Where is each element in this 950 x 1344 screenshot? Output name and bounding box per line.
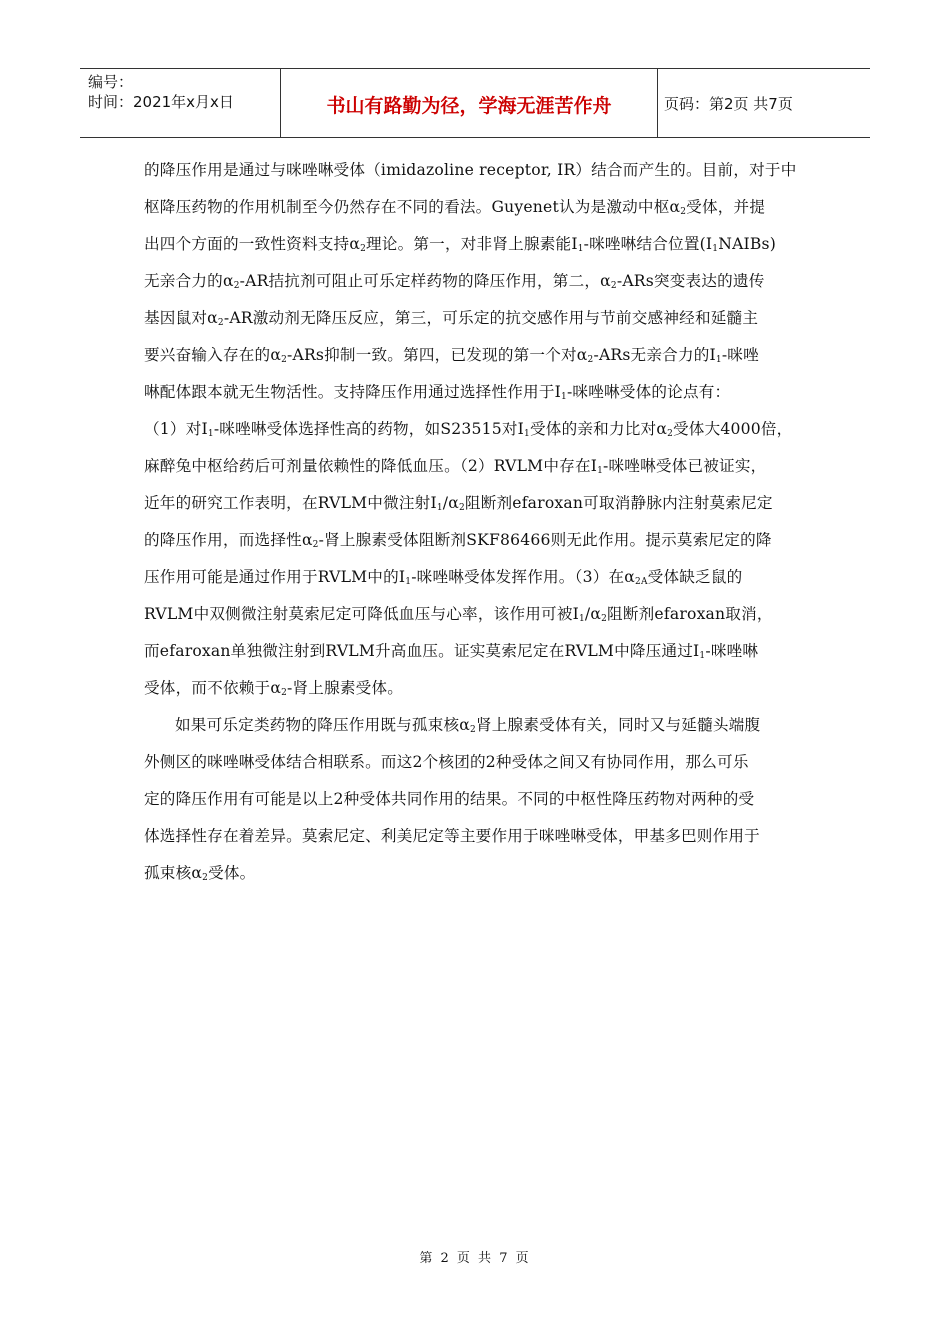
subscript: 2 [587, 355, 594, 365]
header-info-cell [80, 69, 281, 137]
text-run: 出四个方面的一致性资料支持α [144, 235, 361, 253]
text-run: 阻断剂efaroxan取消， [607, 605, 773, 623]
subscript: 1 [712, 244, 719, 254]
text-line [144, 226, 814, 263]
subscript: 2 [470, 725, 476, 735]
text-run: -咪唑啉受体的论点有： [566, 383, 731, 401]
text-run: 枢降压药物的作用机制至今仍然存在不同的看法。Guyenet认为是激动中枢α [144, 198, 681, 216]
subscript: 2 [281, 355, 288, 365]
text-run: /α [442, 494, 459, 512]
header-motto-cell [281, 69, 658, 137]
subscript: 1 [207, 429, 214, 439]
text-line [144, 596, 814, 633]
subscript: 2 [458, 503, 465, 513]
subscript: 2 [680, 207, 687, 217]
text-run: -咪唑啉结合位置(I [583, 235, 713, 253]
subscript: 2 [601, 614, 608, 624]
text-run: 压作用可能是通过作用于RVLM中的I [144, 568, 406, 586]
text-line [144, 522, 814, 559]
text-line [144, 300, 814, 337]
text-run: 受体，而不依赖于α [144, 679, 282, 697]
text-run: 孤束核α [144, 864, 203, 882]
text-line [144, 411, 814, 448]
text-run: 受体。 [208, 864, 256, 882]
text-run: 近年的研究工作表明，在RVLM中微注射I [144, 494, 437, 512]
text-run: 如果可乐定类药物的降压作用既与孤束核α [175, 716, 471, 734]
text-run: -咪唑啉受体已被证实， [603, 457, 767, 475]
header-page-code: 页码：第2页 共7页 [664, 95, 793, 113]
text-run: /α [584, 605, 602, 623]
text-run: 定的降压作用有可能是以上2种受体共同作用的结果。不同的中枢性降压药物对两种的受 [144, 790, 755, 808]
text-line [144, 337, 814, 374]
text-run: -ARs突变表达的遗传 [616, 272, 765, 290]
text-line [144, 633, 814, 670]
text-run: -肾上腺素受体阻断剂SKF86466则无此作用。提示莫索尼定的降 [318, 531, 772, 549]
subscript: 2 [217, 318, 224, 328]
text-run: 体选择性存在着差异。莫索尼定、利美尼定等主要作用于咪唑啉受体，甲基多巴则作用于 [144, 827, 760, 845]
subscript: 2A [635, 577, 648, 587]
text-run: -咪唑啉受体选择性高的药物，如S23515对I [213, 420, 525, 438]
text-run: 受体的亲和力比对α [529, 420, 668, 438]
text-run: -咪唑啉 [705, 642, 759, 660]
text-run: -ARs抑制一致。第四，已发现的第一个对α [287, 346, 588, 364]
subscript: 2 [202, 873, 209, 883]
text-run: NAIBs) [718, 235, 777, 253]
subscript: 1 [577, 244, 584, 254]
text-run: -肾上腺素受体。 [287, 679, 404, 697]
subscript: 2 [667, 429, 674, 439]
text-run: 基因鼠对α [144, 309, 218, 327]
text-run: 受体大4000倍， [673, 420, 793, 438]
text-line [144, 707, 814, 744]
text-run: 理论。第一，对非肾上腺素能I [366, 235, 578, 253]
subscript: 2 [610, 281, 617, 291]
subscript: 2 [233, 281, 240, 291]
header-page-cell [658, 69, 870, 137]
text-line [144, 818, 814, 855]
text-line [144, 559, 814, 596]
text-line [144, 485, 814, 522]
document-time-label: 时间：2021年x月x日 [88, 93, 234, 111]
text-run: -AR拮抗剂可阻止可乐定样药物的降压作用，第二，α [239, 272, 611, 290]
document-body [144, 152, 814, 892]
text-run: 受体，并提 [686, 198, 766, 216]
subscript: 1 [524, 429, 530, 439]
subscript: 1 [597, 466, 604, 476]
text-run: 麻醉兔中枢给药后可剂量依赖性的降低血压。（2）RVLM中存在I [144, 457, 598, 475]
subscript: 2 [281, 688, 288, 698]
subscript: 1 [578, 614, 585, 624]
text-line [144, 744, 814, 781]
text-run: 的降压作用，而选择性α [144, 531, 313, 549]
subscript: 1 [405, 577, 412, 587]
text-line [144, 670, 814, 707]
text-run: 要兴奋输入存在的α [144, 346, 282, 364]
text-line [144, 263, 814, 300]
text-run: （1）对I [144, 420, 208, 438]
header-motto: 书山有路勤为径，学海无涯苦作舟 [326, 95, 612, 117]
subscript: 1 [436, 503, 443, 513]
page-footer: 第 2 页 共 7 页 [419, 1251, 531, 1266]
subscript: 2 [360, 244, 366, 254]
text-run: -咪唑啉受体发挥作用。（3）在α [411, 568, 636, 586]
text-run: 的降压作用是通过与咪唑啉受体（imidazoline receptor, IR）结合而产生的。目前，对于中 [144, 161, 797, 179]
text-line [144, 189, 814, 226]
text-run: -ARs无亲合力的I [593, 346, 716, 364]
text-run: 受体缺乏鼠的 [647, 568, 743, 586]
text-line [144, 152, 814, 189]
text-line [144, 448, 814, 485]
text-run: 肾上腺素受体有关，同时又与延髓头端腹 [475, 716, 761, 734]
text-run: -咪唑 [721, 346, 759, 364]
text-line [144, 855, 814, 892]
text-run: 无亲合力的α [144, 272, 234, 290]
text-run: 阻断剂efaroxan可取消静脉内注射莫索尼定 [464, 494, 773, 512]
text-run: RVLM中双侧微注射莫索尼定可降低血压与心率，该作用可被I [144, 605, 579, 623]
subscript: 1 [699, 651, 706, 661]
text-run: -AR激动剂无降压反应，第三，可乐定的抗交感作用与节前交感神经和延髓主 [223, 309, 759, 327]
subscript: 1 [715, 355, 722, 365]
text-run: 啉配体跟本就无生物活性。支持降压作用通过选择性作用于I [144, 383, 561, 401]
subscript: 1 [561, 392, 567, 402]
document-number-label: 编号： [88, 73, 134, 91]
subscript: 2 [312, 540, 319, 550]
text-line [144, 374, 814, 411]
text-run: 而efaroxan单独微注射到RVLM升高血压。证实莫索尼定在RVLM中降压通过I [144, 642, 700, 660]
text-run: 外侧区的咪唑啉受体结合相联系。而这2个核团的2种受体之间又有协同作用，那么可乐 [144, 753, 749, 771]
text-line [144, 781, 814, 818]
page-header [80, 68, 870, 138]
